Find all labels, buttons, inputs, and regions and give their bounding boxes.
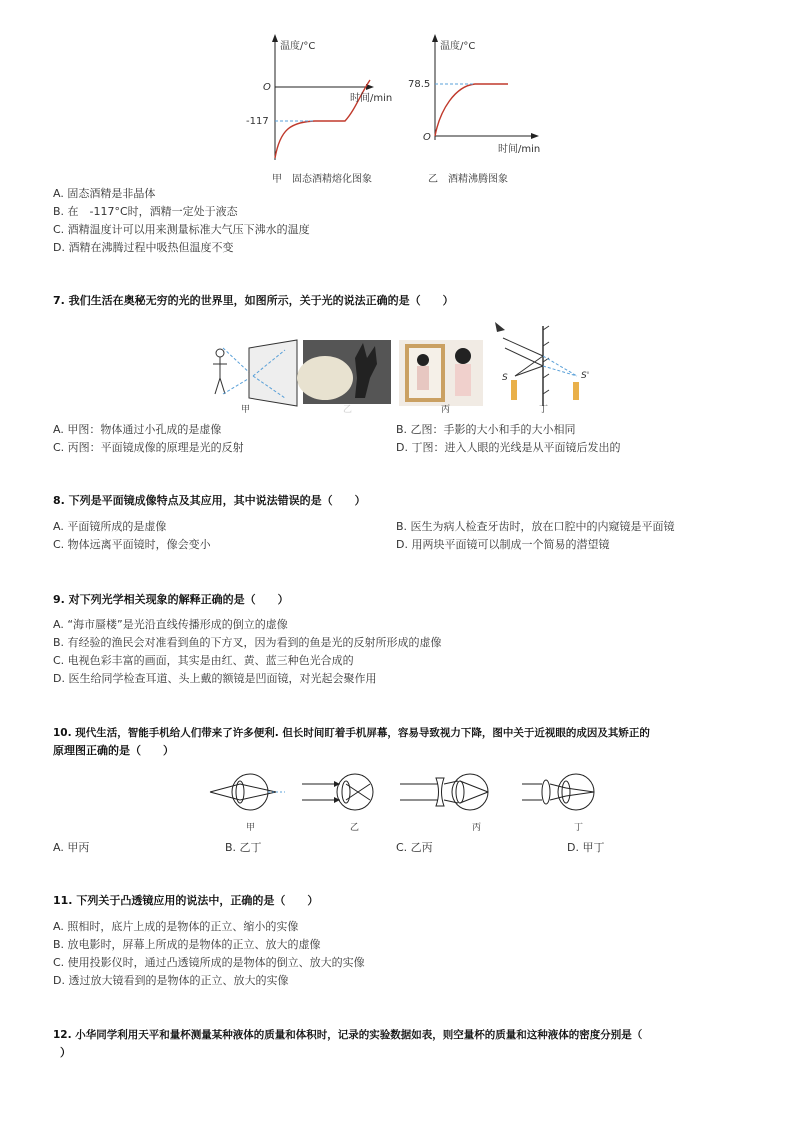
eye-diagram-yi <box>302 774 373 833</box>
q8-option-a[interactable]: A. 平面镜所成的是虚像 <box>53 520 167 533</box>
q7-caption-jia: 甲 <box>241 405 251 415</box>
q10-eye-diagrams <box>210 766 620 834</box>
q6-option-c[interactable]: C. 酒精温度计可以用来测量标准大气压下沸水的温度 <box>53 223 310 236</box>
q10-caption-ding: 丁 <box>574 823 584 833</box>
q7-caption-ding: 丁 <box>539 405 549 415</box>
boiling-graph <box>408 34 540 155</box>
q8-option-b[interactable]: B. 医生为病人检查牙齿时，放在口腔中的内窥镜是平面镜 <box>396 520 675 533</box>
q7-option-b[interactable]: B. 乙图：手影的大小和手的大小相同 <box>396 423 576 436</box>
q11-option-b[interactable]: B. 放电影时，屏幕上所成的是物体的正立、放大的虚像 <box>53 938 321 951</box>
melting-y-label: 温度/°C <box>280 41 316 52</box>
boiling-y-tick: 78.5 <box>408 79 431 90</box>
q9-option-c[interactable]: C. 电视色彩丰富的画面，其实是由红、黄、蓝三种色光合成的 <box>53 654 354 667</box>
q6-graphs <box>246 30 560 190</box>
q11-stem: 11. 下列关于凸透镜应用的说法中，正确的是（ ） <box>53 894 319 907</box>
q6-option-b[interactable]: B. 在 -117°C时，酒精一定处于液态 <box>53 205 238 218</box>
q10-option-c[interactable]: C. 乙丙 <box>396 841 433 854</box>
q8-stem: 8. 下列是平面镜成像特点及其应用，其中说法错误的是（ ） <box>53 494 366 507</box>
melting-graph <box>246 34 392 160</box>
q8-option-d[interactable]: D. 用两块平面镜可以制成一个简易的潜望镜 <box>396 538 610 551</box>
q10-stem-line1: 10. 现代生活，智能手机给人们带来了许多便利. 但长时间盯着手机屏幕，容易导致视力下降，图中关于近视眼的成因及其矫正的 <box>53 727 650 739</box>
ray-label-s-prime: S' <box>581 371 590 381</box>
pinhole-figure <box>213 340 297 415</box>
q7-caption-yi: 乙 <box>343 405 353 415</box>
q7-caption-bing: 丙 <box>441 405 451 415</box>
q7-figures <box>205 318 605 414</box>
q10-caption-bing: 丙 <box>472 823 482 833</box>
boiling-x-label: 时间/min <box>498 144 541 155</box>
q9-option-b[interactable]: B. 有经验的渔民会对准看到鱼的下方叉，因为看到的鱼是光的反射所形成的虚像 <box>53 636 442 649</box>
q9-stem: 9. 对下列光学相关现象的解释正确的是（ ） <box>53 593 289 606</box>
hand-shadow-figure <box>297 340 391 415</box>
q9-option-a[interactable]: A. “海市蜃楼”是光沿直线传播形成的倒立的虚像 <box>53 618 288 631</box>
q7-option-a[interactable]: A. 甲图：物体通过小孔成的是虚像 <box>53 423 222 436</box>
melting-y-tick: -117 <box>246 116 269 127</box>
q6-option-d[interactable]: D. 酒精在沸腾过程中吸热但温度不变 <box>53 241 234 254</box>
melting-x-label: 时间/min <box>350 93 393 104</box>
q11-option-d[interactable]: D. 透过放大镜看到的是物体的正立、放大的实像 <box>53 974 289 987</box>
q12-stem-line1: 12. 小华同学利用天平和量杯测量某种液体的质量和体积时，记录的实验数据如表，则空量杯的质量和这种液体的密度分别是（ <box>53 1029 643 1041</box>
q10-caption-yi: 乙 <box>350 823 360 833</box>
q9-option-d[interactable]: D. 医生给同学检查耳道、头上戴的额镜是凹面镜，对光起会聚作用 <box>53 672 377 685</box>
q6-option-a[interactable]: A. 固态酒精是非晶体 <box>53 187 156 200</box>
melting-caption: 甲 固态酒精熔化图象 <box>272 174 372 185</box>
boiling-origin: O <box>423 132 431 143</box>
ray-label-s: S <box>502 373 508 383</box>
q8-option-c[interactable]: C. 物体远离平面镜时，像会变小 <box>53 538 211 551</box>
q11-option-a[interactable]: A. 照相时，底片上成的是物体的正立、缩小的实像 <box>53 920 299 933</box>
melting-origin: O <box>263 82 271 93</box>
q10-option-d[interactable]: D. 甲丁 <box>567 841 605 854</box>
q10-option-a[interactable]: A. 甲丙 <box>53 841 90 854</box>
eye-icon <box>495 322 505 332</box>
boiling-caption: 乙 酒精沸腾图象 <box>428 174 508 185</box>
eye-diagram-jia <box>210 774 285 833</box>
boiling-y-label: 温度/°C <box>440 41 476 52</box>
q10-option-b[interactable]: B. 乙丁 <box>225 841 262 854</box>
ray-diagram-figure <box>495 322 589 415</box>
mirror-figure <box>399 340 483 415</box>
q10-caption-jia: 甲 <box>246 823 256 833</box>
eye-diagram-ding <box>522 774 594 833</box>
q7-option-d[interactable]: D. 丁图：进入人眼的光线是从平面镜后发出的 <box>396 441 621 454</box>
q7-stem: 7. 我们生活在奥秘无穷的光的世界里，如图所示，关于光的说法正确的是（ ） <box>53 294 454 307</box>
q12-stem-line2: ） <box>60 1046 71 1059</box>
q11-option-c[interactable]: C. 使用投影仪时，通过凸透镜所成的是物体的倒立、放大的实像 <box>53 956 365 969</box>
q7-option-c[interactable]: C. 丙图：平面镜成像的原理是光的反射 <box>53 441 244 454</box>
q10-stem-line2: 原理图正确的是（ ） <box>53 744 174 757</box>
eye-diagram-bing <box>400 774 488 833</box>
